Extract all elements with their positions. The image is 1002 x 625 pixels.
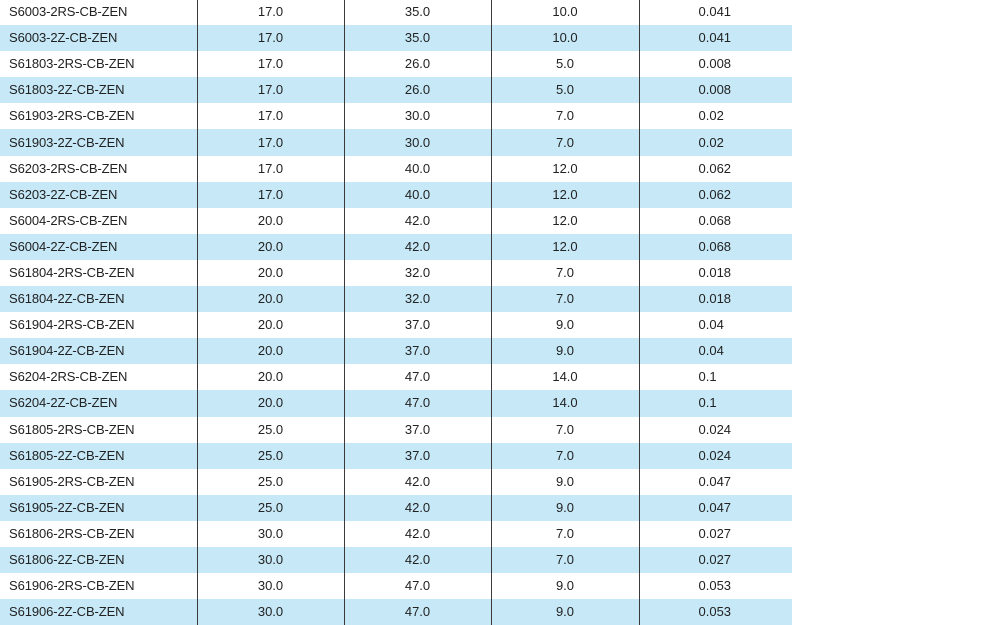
weight-cell: 0.02 <box>639 103 792 129</box>
table-row <box>0 129 792 155</box>
weight-cell: 0.053 <box>639 573 792 599</box>
width-cell: 12.0 <box>491 234 639 260</box>
bore-diameter-cell: 20.0 <box>197 364 344 390</box>
outer-diameter-cell: 42.0 <box>344 208 491 234</box>
outer-diameter-cell: 42.0 <box>344 521 491 547</box>
part-number-cell: S61903-2Z-CB-ZEN <box>0 129 197 155</box>
weight-cell: 0.068 <box>639 234 792 260</box>
table-row <box>0 573 792 599</box>
outer-diameter-cell: 40.0 <box>344 156 491 182</box>
weight-cell: 0.027 <box>639 547 792 573</box>
weight-cell: 0.024 <box>639 417 792 443</box>
outer-diameter-cell: 42.0 <box>344 469 491 495</box>
part-number-cell: S6203-2RS-CB-ZEN <box>9 160 128 176</box>
outer-diameter-cell: 35.0 <box>344 0 491 25</box>
outer-diameter-cell: 26.0 <box>344 77 491 103</box>
weight-cell: 0.047 <box>639 469 792 495</box>
part-number-cell: S6003-2RS-CB-ZEN <box>9 4 128 20</box>
bore-diameter-cell: 17.0 <box>197 129 344 155</box>
part-number-cell: S61803-2RS-CB-ZEN <box>9 56 135 72</box>
width-cell: 10.0 <box>491 25 639 51</box>
outer-diameter-cell: 40.0 <box>344 182 491 208</box>
bore-diameter-cell: 30.0 <box>197 599 344 625</box>
width-cell: 7.0 <box>491 103 639 129</box>
outer-diameter-cell: 37.0 <box>344 338 491 364</box>
width-cell: 7.0 <box>491 417 639 443</box>
weight-cell: 0.018 <box>639 286 792 312</box>
bore-diameter-cell: 17.0 <box>197 0 344 25</box>
width-cell: 7.0 <box>491 443 639 469</box>
table-row <box>0 443 792 469</box>
outer-diameter-cell: 47.0 <box>344 364 491 390</box>
part-number-cell: S6003-2Z-CB-ZEN <box>0 25 197 51</box>
part-number-cell: S61904-2RS-CB-ZEN <box>9 317 135 333</box>
part-number-cell: S61905-2Z-CB-ZEN <box>0 495 197 521</box>
table-row <box>0 25 792 51</box>
bore-diameter-cell: 17.0 <box>197 156 344 182</box>
bore-diameter-cell: 20.0 <box>197 312 344 338</box>
bore-diameter-cell: 20.0 <box>197 286 344 312</box>
weight-cell: 0.04 <box>639 312 792 338</box>
width-cell: 5.0 <box>491 77 639 103</box>
outer-diameter-cell: 30.0 <box>344 103 491 129</box>
outer-diameter-cell: 37.0 <box>344 417 491 443</box>
width-cell: 7.0 <box>491 260 639 286</box>
bore-diameter-cell: 25.0 <box>197 443 344 469</box>
width-cell: 9.0 <box>491 495 639 521</box>
table-row <box>0 234 792 260</box>
width-cell: 12.0 <box>491 156 639 182</box>
bore-diameter-cell: 17.0 <box>197 51 344 77</box>
width-cell: 12.0 <box>491 208 639 234</box>
weight-cell: 0.068 <box>639 208 792 234</box>
part-number-cell: S61903-2RS-CB-ZEN <box>9 108 135 124</box>
outer-diameter-cell: 37.0 <box>344 443 491 469</box>
part-number-cell: S6004-2Z-CB-ZEN <box>0 234 197 260</box>
part-number-cell: S61806-2Z-CB-ZEN <box>0 547 197 573</box>
weight-cell: 0.008 <box>639 51 792 77</box>
bore-diameter-cell: 17.0 <box>197 182 344 208</box>
bore-diameter-cell: 30.0 <box>197 573 344 599</box>
bore-diameter-cell: 20.0 <box>197 234 344 260</box>
part-number-cell: S6004-2RS-CB-ZEN <box>9 212 128 228</box>
outer-diameter-cell: 47.0 <box>344 573 491 599</box>
bore-diameter-cell: 17.0 <box>197 103 344 129</box>
width-cell: 7.0 <box>491 286 639 312</box>
bore-diameter-cell: 17.0 <box>197 25 344 51</box>
outer-diameter-cell: 26.0 <box>344 51 491 77</box>
part-number-cell: S61906-2RS-CB-ZEN <box>9 578 135 594</box>
table-row <box>0 286 792 312</box>
weight-cell: 0.041 <box>639 0 792 25</box>
width-cell: 12.0 <box>491 182 639 208</box>
width-cell: 9.0 <box>491 338 639 364</box>
outer-diameter-cell: 37.0 <box>344 312 491 338</box>
part-number-cell: S61804-2RS-CB-ZEN <box>9 264 135 280</box>
bore-diameter-cell: 25.0 <box>197 469 344 495</box>
table-row <box>0 0 792 25</box>
width-cell: 7.0 <box>491 547 639 573</box>
weight-cell: 0.062 <box>639 156 792 182</box>
weight-cell: 0.062 <box>639 182 792 208</box>
width-cell: 7.0 <box>491 521 639 547</box>
weight-cell: 0.1 <box>639 364 792 390</box>
table-row <box>0 417 792 443</box>
weight-cell: 0.02 <box>639 129 792 155</box>
table-row <box>0 469 792 495</box>
bore-diameter-cell: 17.0 <box>197 77 344 103</box>
bore-diameter-cell: 30.0 <box>197 547 344 573</box>
table-row <box>0 77 792 103</box>
table-row <box>0 547 792 573</box>
outer-diameter-cell: 30.0 <box>344 129 491 155</box>
outer-diameter-cell: 47.0 <box>344 390 491 416</box>
part-number-cell: S6204-2RS-CB-ZEN <box>9 369 128 385</box>
table-row <box>0 364 792 390</box>
table-row <box>0 599 792 625</box>
width-cell: 14.0 <box>491 364 639 390</box>
table-row <box>0 156 792 182</box>
weight-cell: 0.053 <box>639 599 792 625</box>
outer-diameter-cell: 42.0 <box>344 547 491 573</box>
outer-diameter-cell: 42.0 <box>344 495 491 521</box>
width-cell: 9.0 <box>491 312 639 338</box>
outer-diameter-cell: 42.0 <box>344 234 491 260</box>
width-cell: 9.0 <box>491 573 639 599</box>
part-number-cell: S61805-2RS-CB-ZEN <box>9 421 135 437</box>
weight-cell: 0.047 <box>639 495 792 521</box>
table-row <box>0 495 792 521</box>
width-cell: 14.0 <box>491 390 639 416</box>
weight-cell: 0.024 <box>639 443 792 469</box>
table-row <box>0 390 792 416</box>
bore-diameter-cell: 25.0 <box>197 417 344 443</box>
bore-diameter-cell: 20.0 <box>197 338 344 364</box>
part-number-cell: S61805-2Z-CB-ZEN <box>0 443 197 469</box>
part-number-cell: S61904-2Z-CB-ZEN <box>0 338 197 364</box>
part-number-cell: S61905-2RS-CB-ZEN <box>9 473 135 489</box>
weight-cell: 0.027 <box>639 521 792 547</box>
outer-diameter-cell: 32.0 <box>344 286 491 312</box>
weight-cell: 0.1 <box>639 390 792 416</box>
outer-diameter-cell: 35.0 <box>344 25 491 51</box>
table-row <box>0 51 792 77</box>
part-number-cell: S6204-2Z-CB-ZEN <box>0 390 197 416</box>
table-row <box>0 208 792 234</box>
width-cell: 9.0 <box>491 599 639 625</box>
weight-cell: 0.04 <box>639 338 792 364</box>
bore-diameter-cell: 30.0 <box>197 521 344 547</box>
outer-diameter-cell: 47.0 <box>344 599 491 625</box>
part-number-cell: S61906-2Z-CB-ZEN <box>0 599 197 625</box>
outer-diameter-cell: 32.0 <box>344 260 491 286</box>
bore-diameter-cell: 20.0 <box>197 208 344 234</box>
part-number-cell: S61806-2RS-CB-ZEN <box>9 525 135 541</box>
table-row <box>0 312 792 338</box>
width-cell: 10.0 <box>491 0 639 25</box>
table-row <box>0 521 792 547</box>
width-cell: 9.0 <box>491 469 639 495</box>
bore-diameter-cell: 20.0 <box>197 390 344 416</box>
table-row <box>0 260 792 286</box>
part-number-cell: S61803-2Z-CB-ZEN <box>0 77 197 103</box>
table-row <box>0 103 792 129</box>
weight-cell: 0.008 <box>639 77 792 103</box>
weight-cell: 0.041 <box>639 25 792 51</box>
bore-diameter-cell: 25.0 <box>197 495 344 521</box>
part-number-cell: S61804-2Z-CB-ZEN <box>0 286 197 312</box>
width-cell: 5.0 <box>491 51 639 77</box>
part-number-cell: S6203-2Z-CB-ZEN <box>0 182 197 208</box>
bore-diameter-cell: 20.0 <box>197 260 344 286</box>
width-cell: 7.0 <box>491 129 639 155</box>
table-row <box>0 182 792 208</box>
weight-cell: 0.018 <box>639 260 792 286</box>
table-row <box>0 338 792 364</box>
